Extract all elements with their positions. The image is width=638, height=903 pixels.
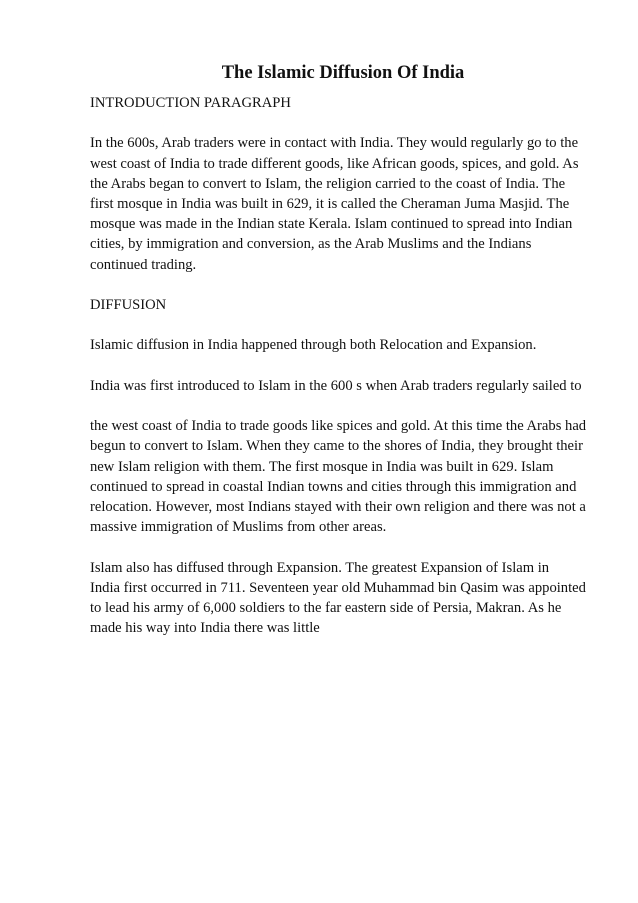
intro-line: the Arabs began to convert to Islam, the religion carried to the coast of India. The (90, 175, 566, 192)
paragraph-gap (90, 537, 600, 557)
relocation-line: begun to convert to Islam. When they came to the shores of India, they brought their (90, 438, 583, 455)
paragraph-gap (90, 275, 600, 295)
intro-line: first mosque in India was built in 629, it is called the Cheraman Juma Masjid. The (90, 196, 570, 212)
relocation-line: relocation. However, most Indians stayed with their own religion and there was not a (90, 498, 586, 515)
paragraph-gap (90, 356, 600, 376)
document-title: The Islamic Diffusion Of India (221, 63, 465, 83)
relocation-line: massive immigration of Muslims from other areas. (90, 519, 387, 536)
diffusion-intro-paragraph: Islamic diffusion in India happened through both Relocation and Expansion. (90, 337, 537, 354)
relocation-line: the west coast of India to trade goods like spices and gold. At this time the Arabs had (90, 418, 587, 435)
expansion-line: India first occurred in 711. Seventeen year old Muhammad bin Qasim was appointed (90, 579, 586, 596)
document-body (90, 93, 600, 638)
relocation-line: continued to spread in coastal Indian towns and cities through this immigration and (90, 478, 577, 495)
paragraph-gap (90, 315, 600, 335)
intro-line: cities, by immigration and conversion, as the Arab Muslims and the Indians (90, 236, 532, 253)
expansion-line: to lead his army of 6,000 soldiers to the far eastern side of Persia, Makran. As he (90, 599, 562, 616)
paragraph-gap (90, 113, 600, 133)
expansion-line: Islam also has diffused through Expansion. The greatest Expansion of Islam in (90, 559, 550, 576)
diffusion-heading: DIFFUSION (90, 297, 167, 313)
intro-paragraph (90, 133, 600, 274)
expansion-paragraph (90, 558, 600, 639)
intro-line: mosque was made in the Indian state Kerala. Islam continued to spread into Indian (90, 216, 573, 233)
intro-heading: INTRODUCTION PARAGRAPH (90, 95, 291, 111)
paragraph-gap (90, 396, 600, 416)
intro-line: continued trading. (90, 256, 197, 273)
relocation-line: new Islam religion with them. The first mosque in India was built in 629. Islam (90, 458, 554, 475)
intro-line: In the 600s, Arab traders were in contact with India. They would regularly go to the (90, 135, 579, 152)
relocation-first-line: India was first introduced to Islam in the 600 s when Arab traders regularly sailed to (90, 377, 582, 394)
expansion-line: made his way into India there was little (90, 620, 320, 637)
relocation-paragraph (90, 416, 600, 537)
intro-line: west coast of India to trade different goods, like African goods, spices, and gold. As (90, 155, 579, 172)
